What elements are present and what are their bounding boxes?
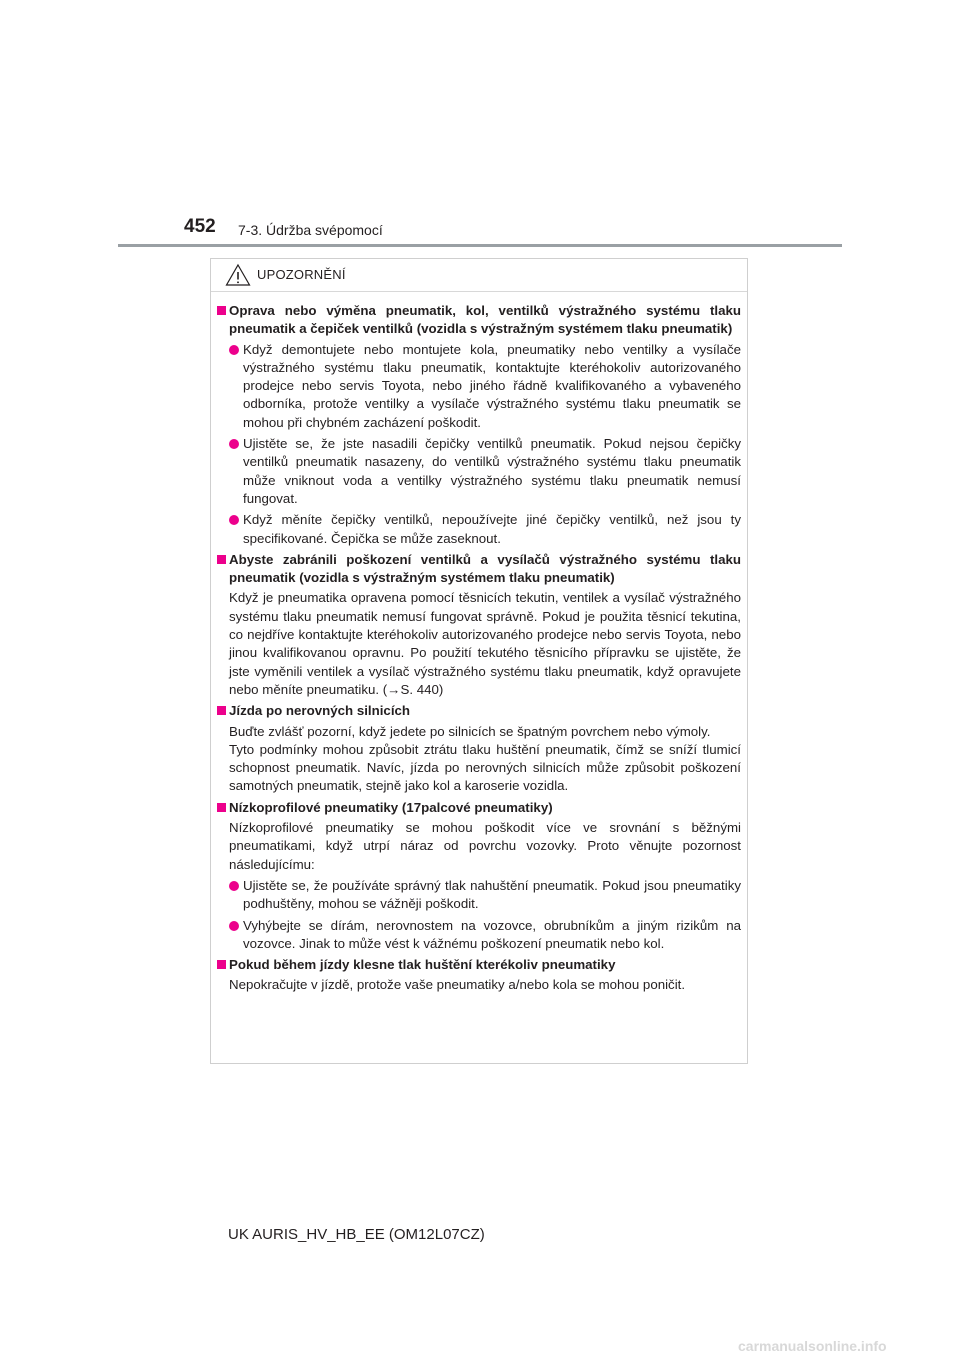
- warning-item-heading: [217, 302, 741, 339]
- warning-paragraph: Nepokračujte v jízdě, protože vaše pneumatiky a/nebo kola se mohou poničit.: [229, 977, 686, 993]
- warning-box: [210, 258, 748, 1064]
- section-title: 7-3. Údržba svépomocí: [238, 222, 383, 238]
- warning-paragraph: Když je pneumatika opravena pomocí těsnicích tekutin, ventilek a vysílač výstražného systému tlaku pneumatik nemusí fungovat správně. Pokud je použita těsnicí tekutina, co nejdříve kontaktujte kteréhokoliv autorizovaného prodejce nebo servis Toyota, nebo jinou kvalifikovanou opravnu. Po použití tekutého těsnicího přípravku se ujistěte, že jste vyměnili ventilek a vysílač výstražného systému tlaku pneumatik, když opravujete nebo měníte pneumatiku. (→S. 440): [229, 590, 741, 697]
- square-bullet-icon: [217, 803, 226, 812]
- warning-bullet: [217, 435, 741, 508]
- round-bullet-icon: [229, 881, 239, 891]
- heading-text: Nízkoprofilové pneumatiky (17palcové pneumatiky): [229, 799, 553, 815]
- warning-bullet: [217, 511, 741, 548]
- round-bullet-icon: [229, 345, 239, 355]
- round-bullet-icon: [229, 921, 239, 931]
- square-bullet-icon: [217, 706, 226, 715]
- warning-bullet: [217, 877, 741, 914]
- warning-triangle-icon: [225, 263, 251, 287]
- warning-label: UPOZORNĚNÍ: [257, 267, 346, 282]
- heading-text: Oprava nebo výměna pneumatik, kol, ventilků výstražného systému tlaku pneumatik a čepiček ventilků (vozidla s výstražným systémem tlaku pneumatik): [229, 303, 741, 337]
- warning-bullet: [217, 341, 741, 432]
- warning-item-heading: [217, 702, 741, 720]
- round-bullet-icon: [229, 439, 239, 449]
- bullet-text: Když měníte čepičky ventilků, nepoužívejte jiné čepičky ventilků, než jsou ty specifikované. Čepička se může zaseknout.: [243, 512, 741, 546]
- footer-manual-code: UK AURIS_HV_HB_EE (OM12L07CZ): [228, 1226, 485, 1243]
- heading-text: Abyste zabránili poškození ventilků a vysílačů výstražného systému tlaku pneumatik (vozidla s výstražným systémem tlaku pneumatik): [229, 551, 741, 586]
- warning-item-heading: [217, 551, 741, 588]
- warning-separator: [211, 291, 747, 292]
- bullet-text: Když demontujete nebo montujete kola, pneumatiky nebo ventilky a vysílače výstražného systému tlaku pneumatik, kontaktujte kteréhokoliv autorizovaného prodejce nebo servis Toyota, nebo jiného řádně kvalifikovaného a vybaveného odborníka, protože ventilky a vysílače výstražného systému tlaku pneumatik se mohou při chybném zacházení poškodit.: [243, 341, 741, 430]
- watermark: carmanualsonline.info: [738, 1338, 887, 1354]
- warning-bullet: [217, 917, 741, 954]
- round-bullet-icon: [229, 515, 239, 525]
- header-rule: [118, 244, 842, 247]
- page-number: 452: [184, 216, 216, 237]
- paragraph-line: Tyto podmínky mohou způsobit ztrátu tlaku huštění pneumatik, čímž se sníží tlumicí schopnost pneumatik. Navíc, jízda po nerovných silnicích může způsobit poškození samotných pneumatik, stejně jako kol a karoserie vozidla.: [229, 741, 741, 794]
- bullet-text: Ujistěte se, že jste nasadili čepičky ventilků pneumatik. Pokud nejsou čepičky ventilků pneumatik nasazeny, do ventilků výstražného systému tlaku pneumatik může vniknout voda a ventilky výstražného systému tlaku pneumatik nemusí fungovat.: [243, 436, 741, 506]
- bullet-text: Vyhýbejte se dírám, nerovnostem na vozovce, obrubníkům a jiným rizikům na vozovce. Jinak to může vést k vážnému poškození pneumatik nebo kol.: [243, 917, 741, 951]
- square-bullet-icon: [217, 960, 226, 969]
- warning-header: [225, 262, 346, 288]
- bullet-text: Ujistěte se, že používáte správný tlak nahuštění pneumatik. Pokud jsou pneumatiky podhuštěny, mohou se vážněji poškodit.: [243, 877, 741, 912]
- warning-item-heading: [217, 799, 741, 817]
- warning-body: [217, 302, 741, 998]
- heading-text: Pokud během jízdy klesne tlak huštění kterékoliv pneumatiky: [229, 957, 616, 973]
- square-bullet-icon: [217, 555, 226, 564]
- warning-item-heading: [217, 956, 741, 974]
- warning-paragraph: Nízkoprofilové pneumatiky se mohou poškodit více ve srovnání s běžnými pneumatikami, když utrpí náraz od povrchu vozovky. Proto věnujte pozornost následujícímu:: [229, 820, 741, 872]
- paragraph-line: Buďte zvlášť pozorní, když jedete po silnicích se špatným povrchem nebo výmoly.: [229, 723, 711, 739]
- square-bullet-icon: [217, 306, 226, 315]
- warning-paragraph: [217, 723, 741, 796]
- heading-text: Jízda po nerovných silnicích: [229, 703, 411, 719]
